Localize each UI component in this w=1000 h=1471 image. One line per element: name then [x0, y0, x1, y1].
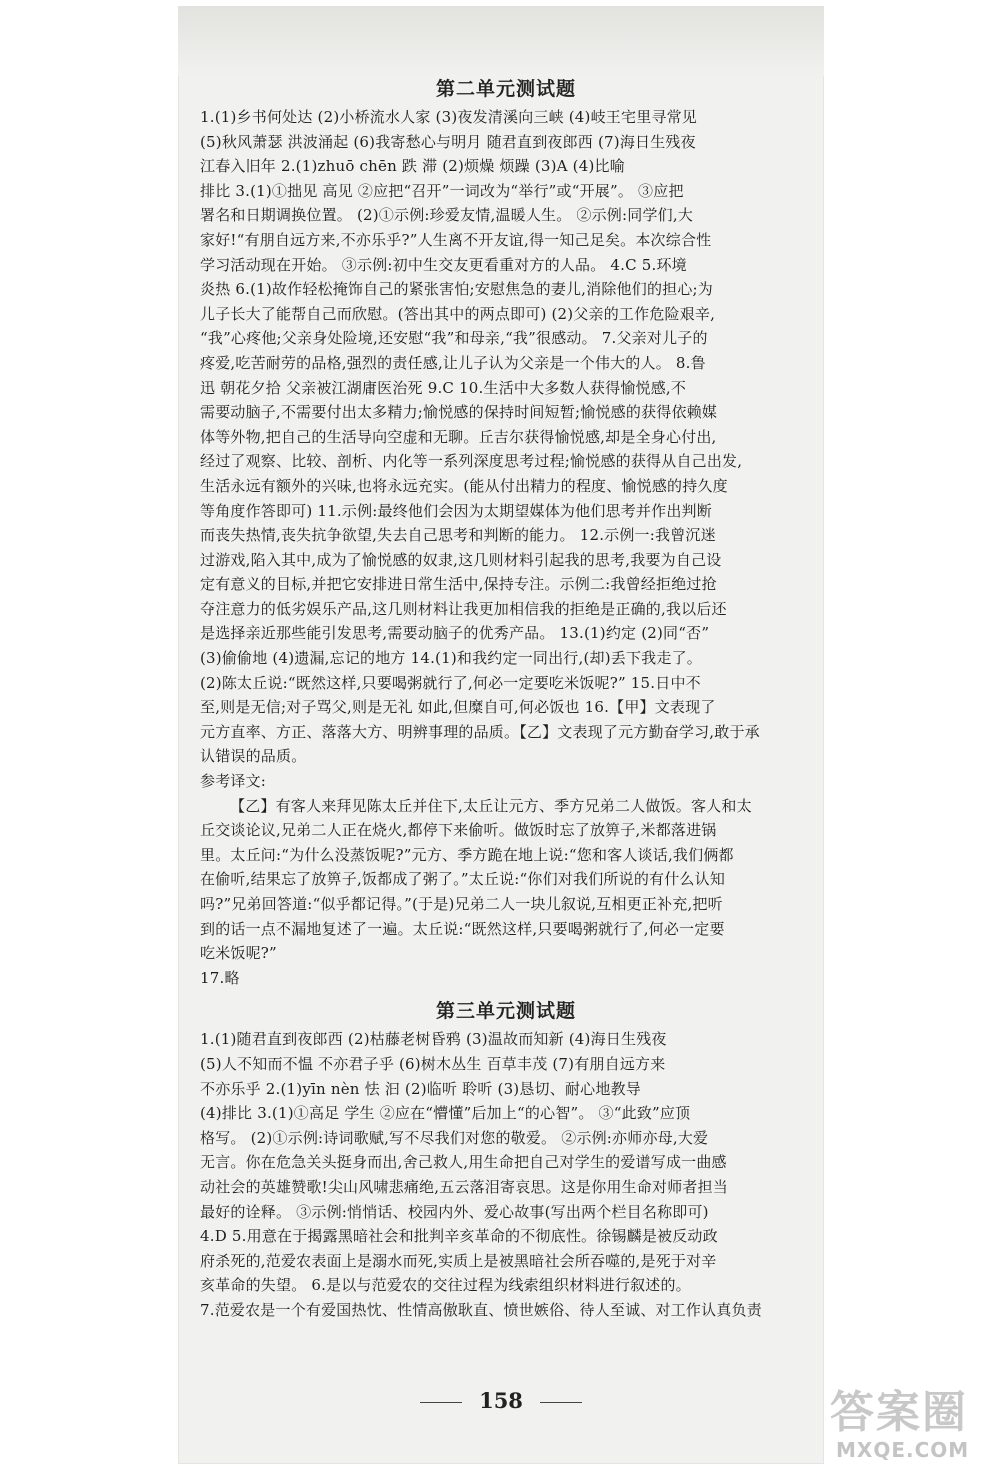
answer-line: 夺注意力的低劣娱乐产品,这几则材料让我更加相信我的拒绝是正确的,我以后还 — [200, 599, 727, 618]
answer-line: 格写。 (2)①示例:诗词歌赋,写不尽我们对您的敬爱。 ②示例:亦师亦母,大爱 — [200, 1128, 709, 1147]
answer-line: (4)排比 3.(1)①高足 学生 ②应在“懵懂”后加上“的心智”。 ③“此致”应顶 — [200, 1104, 691, 1123]
answer-line: 炎热 6.(1)故作轻松掩饰自己的紧张害怕;安慰焦急的妻儿,消除他们的担心;为 — [200, 280, 714, 299]
answer-content — [200, 68, 812, 1323]
translation-line: 吃米饭呢?” — [200, 944, 277, 963]
answer-line: 学习活动现在开始。 ③示例:初中生交友更看重对方的人品。 4.C 5.环境 — [200, 255, 687, 274]
answer-line: 迅 朝花夕拾 父亲被江湖庸医治死 9.C 10.生活中大多数人获得愉悦感,不 — [200, 378, 687, 397]
answer-line: 家好!“有朋自远方来,不亦乐乎?”人生离不开友谊,得一知己足矣。本次综合性 — [200, 230, 712, 249]
page-number-dash-left — [420, 1402, 462, 1403]
answer-line: 1.(1)随君直到夜郎西 (2)枯藤老树昏鸦 (3)温故而知新 (4)海日生残夜 — [200, 1030, 667, 1049]
answer-line: “我”心疼他;父亲身处险境,还安慰“我”和母亲,“我”很感动。 7.父亲对儿子的 — [200, 329, 708, 348]
answer-line: 最好的诠释。 ③示例:悄悄话、校园内外、爱心故事(写出两个栏目名称即可) — [200, 1202, 709, 1221]
translation-line: 丘交谈论议,兄弟二人正在烧火,都停下来偷听。做饭时忘了放箅子,米都落进锅 — [200, 821, 717, 840]
translation-line: 吗?”兄弟回答道:“似乎都记得。”(于是)兄弟二人一块儿叙说,互相更正补充,把听 — [200, 895, 723, 913]
answer-line: 府杀死的,范爱农表面上是溺水而死,实质上是被黑暗社会所吞噬的,是死于对辛 — [200, 1251, 717, 1270]
answer-line: 1.(1)乡书何处达 (2)小桥流水人家 (3)夜发清溪向三峡 (4)岐王宅里寻常见 — [200, 108, 698, 126]
answer-line: 体等外物,把自己的生活导向空虚和无聊。丘吉尔获得愉悦感,却是全身心付出, — [200, 427, 717, 446]
bleed-through-area — [178, 6, 824, 76]
site-watermark — [824, 1372, 1000, 1471]
page-number — [178, 1388, 824, 1413]
answer-line: (5)秋风萧瑟 洪波涌起 (6)我寄愁心与明月 随君直到夜郎西 (7)海日生残夜 — [200, 132, 696, 151]
answer-line: (3)偷偷地 (4)遗漏,忘记的地方 14.(1)和我约定一同出行,(却)丢下我走了。 — [200, 649, 702, 668]
answer-line: 等角度作答即可) 11.示例:最终他们会因为太期望媒体为他们思考并作出判断 — [200, 501, 712, 520]
translation-line: 【乙】有客人来拜见陈太丘并住下,太丘让元方、季方兄弟二人做饭。客人和太 — [230, 796, 752, 815]
answer-line: 亥革命的失望。 6.是以与范爱农的交往过程为线索组织材料进行叙述的。 — [200, 1276, 691, 1295]
answer-line: 动社会的英雄赞歌!尖山风啸悲痛绝,五云落泪寄哀思。这是你用生命对师者担当 — [200, 1177, 728, 1196]
answer-line: 疼爱,吃苦耐劳的品格,强烈的责任感,让儿子认为父亲是一个伟大的人。 8.鲁 — [200, 353, 706, 372]
answer-line: 儿子长大了能帮自己而欣慰。(答出其中的两点即可) (2)父亲的工作危险艰辛, — [200, 304, 716, 323]
answer-line: 江春入旧年 2.(1)zhuō chēn 跌 滞 (2)烦燥 烦躁 (3)A (4)比喻 — [200, 157, 625, 176]
answer-line: 需要动脑子,不需要付出太多精力;愉悦感的保持时间短暂;愉悦感的获得依赖媒 — [200, 403, 718, 422]
answer-line: 7.范爱农是一个有爱国热忱、性情高傲耿直、愤世嫉俗、待人至诚、对工作认真负责 — [200, 1300, 762, 1319]
section-title: 第三单元测试题 — [435, 1000, 576, 1023]
page-number-dash-right — [540, 1402, 582, 1403]
answer-line: 而丧失热情,丧失抗争欲望,失去自己思考和判断的能力。 12.示例一:我曾沉迷 — [200, 526, 716, 545]
answer-line: 认错误的品质。 — [200, 747, 307, 766]
answer-line: (2)陈太丘说:“既然这样,只要喝粥就行了,何必一定要吃米饭呢?” 15.日中不 — [200, 673, 701, 692]
answer-line: 排比 3.(1)①拙见 高见 ②应把“召开”一词改为“举行”或“开展”。 ③应把 — [200, 181, 684, 200]
answer-line: 经过了观察、比较、剖析、内化等一系列深度思考过程;愉悦感的获得从自己出发, — [200, 452, 743, 471]
section-title: 第二单元测试题 — [435, 78, 576, 100]
answer-line: 参考译文: — [200, 772, 267, 791]
translation-line: 里。太丘问:“为什么没蒸饭呢?”元方、季方跪在地上说:“您和客人谈话,我们俩都 — [200, 845, 734, 864]
watermark-url: MXQE.COM — [836, 1438, 970, 1462]
answer-line: 至,则是无信;对子骂父,则是无礼 如此,但糜自可,何必饭也 16.【甲】文表现了 — [200, 698, 716, 717]
page-number-text: 158 — [479, 1388, 523, 1413]
answer-line: 无言。你在危急关头挺身而出,舍己救人,用生命把自己对学生的爱谱写成一曲感 — [200, 1153, 727, 1172]
answer-line: 4.D 5.用意在于揭露黑暗社会和批判辛亥革命的不彻底性。徐锡麟是被反动政 — [200, 1227, 718, 1246]
answer-line: 是选择亲近那些能引发思考,需要动脑子的优秀产品。 13.(1)约定 (2)同“否” — [200, 624, 710, 643]
answer-line: 生活永远有额外的兴味,也将永远充实。(能从付出精力的程度、愉悦感的持久度 — [200, 476, 728, 495]
answer-line: 17.略 — [200, 968, 240, 987]
answer-line: 不亦乐乎 2.(1)yīn nèn 怯 汩 (2)临听 聆听 (3)恳切、耐心地教导 — [200, 1079, 641, 1098]
translation-line: 到的话一点不漏地复述了一遍。太丘说:“既然这样,只要喝粥就行了,何必一定要 — [200, 919, 725, 938]
translation-line: 在偷听,结果忘了放箅子,饭都成了粥了。”太丘说:“你们对我们所说的有什么认知 — [200, 870, 726, 889]
scanned-page — [178, 6, 824, 1464]
watermark-brand: 答案圈 — [830, 1387, 968, 1438]
answer-line: 元方直率、方正、落落大方、明辨事理的品质。【乙】文表现了元方勤奋学习,敢于承 — [200, 722, 760, 741]
answer-line: 署名和日期调换位置。 (2)①示例:珍爱友情,温暖人生。 ②示例:同学们,大 — [200, 206, 694, 225]
answer-line: (5)人不知而不愠 不亦君子乎 (6)树木丛生 百草丰茂 (7)有朋自远方来 — [200, 1054, 666, 1073]
answer-line: 过游戏,陷入其中,成为了愉悦感的奴隶,这几则材料引起我的思考,我要为自己设 — [200, 550, 722, 569]
answer-line: 定有意义的目标,并把它安排进日常生活中,保持专注。示例二:我曾经拒绝过抢 — [200, 575, 717, 594]
